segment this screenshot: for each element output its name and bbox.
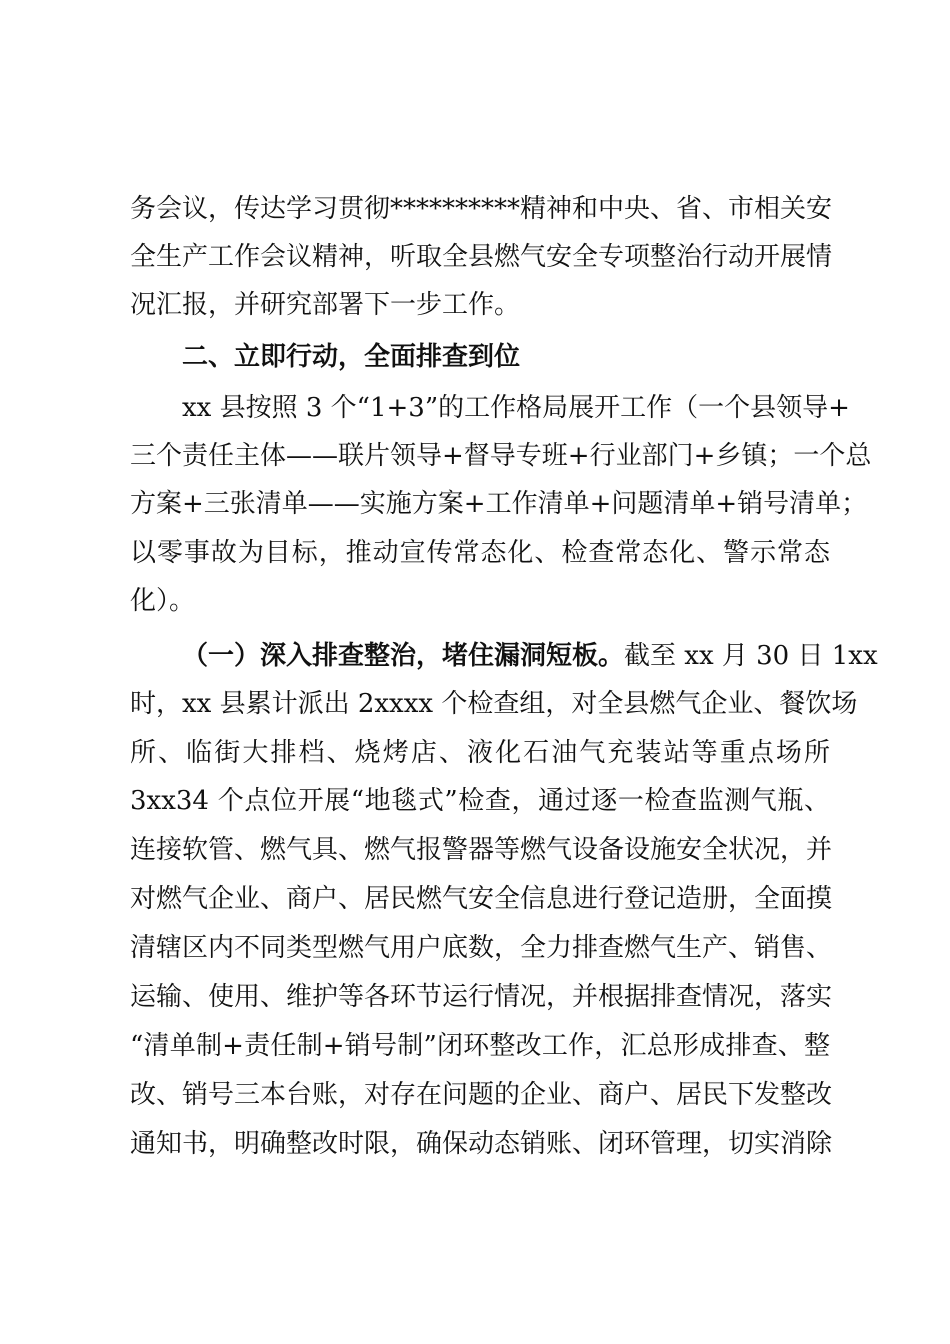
paragraph-3-line: 通知书，明确整改时限，确保动态销账、闭环管理，切实消除 (130, 1129, 833, 1159)
paragraph-3-line: 运输、使用、维护等各环节运行情况，并根据排查情况，落实 (130, 982, 833, 1012)
paragraph-1-line: 全生产工作会议精神，听取全县燃气安全专项整治行动开展情 (130, 242, 833, 272)
paragraph-2-line: 方案+三张清单——实施方案+工作清单+问题清单+销号清单； (130, 489, 868, 519)
paragraph-1-line: 务会议，传达学习贯彻**********精神和中央、省、市相关安 (130, 194, 833, 224)
paragraph-3-line: “清单制+责任制+销号制”闭环整改工作，汇总形成排查、整 (130, 1031, 830, 1061)
paragraph-3-line: 改、销号三本台账，对存在问题的企业、商户、居民下发整改 (130, 1080, 833, 1110)
section-heading: 二、立即行动，全面排查到位 (182, 342, 521, 372)
paragraph-2-line: xx 县按照 3 个“1+3”的工作格局展开工作（一个县领导+ (182, 393, 850, 423)
paragraph-3-lead-text: 截至 xx 月 30 日 1xx (624, 641, 878, 671)
subsection-heading: （一）深入排查整治，堵住漏洞短板。 (182, 641, 625, 671)
paragraph-3-line: 时，xx 县累计派出 2xxxx 个检查组，对全县燃气企业、餐饮场 (130, 689, 858, 719)
paragraph-3-line: 连接软管、燃气具、燃气报警器等燃气设备设施安全状况，并 (130, 835, 833, 865)
paragraph-2-line: 三个责任主体——联片领导+督导专班+行业部门+乡镇；一个总 (130, 441, 872, 471)
paragraph-3-first-line (182, 632, 878, 680)
paragraph-3-line: 3xx34 个点位开展“地毯式”检查，通过逐一检查监测气瓶、 (130, 786, 830, 816)
paragraph-3-line: 清辖区内不同类型燃气用户底数，全力排查燃气生产、销售、 (130, 933, 833, 963)
paragraph-2-line: 化）。 (130, 586, 196, 616)
paragraph-2-line: 以零事故为目标，推动宣传常态化、检查常态化、警示常态 (130, 538, 830, 568)
paragraph-3-line: 所、临街大排档、烧烤店、液化石油气充装站等重点场所 (130, 738, 830, 768)
paragraph-3-line: 对燃气企业、商户、居民燃气安全信息进行登记造册，全面摸 (130, 884, 833, 914)
paragraph-1-line: 况汇报，并研究部署下一步工作。 (130, 290, 521, 320)
